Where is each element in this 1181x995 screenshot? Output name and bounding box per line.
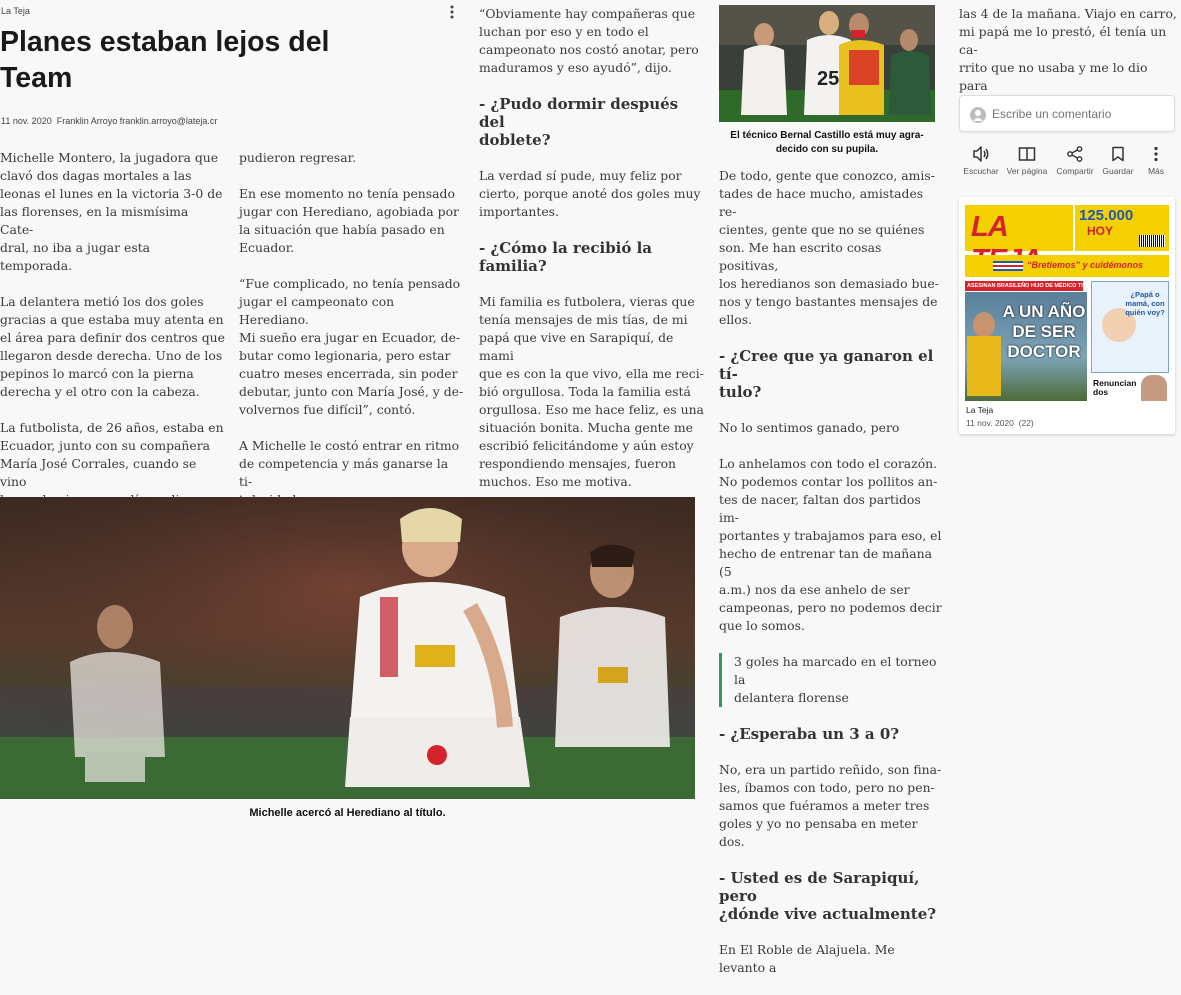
tool-label: Ver página xyxy=(1006,166,1048,176)
main-photo-caption: Michelle acercó al Herediano al título. xyxy=(249,807,446,819)
cover-promo-sub: HOY xyxy=(1087,224,1114,238)
article-menu-button[interactable] xyxy=(445,4,459,20)
main-photo xyxy=(0,497,695,799)
article-column-4 xyxy=(719,167,944,995)
article-column-3 xyxy=(479,5,704,581)
paragraph: La futbolista, de 26 años, estaba en Ecuador, junto con su compañera María José Corrales, cuando se vino xyxy=(0,420,224,489)
article-author: Franklin Arroyo franklin.arroyo@lateja.cr xyxy=(56,116,218,126)
barcode-icon xyxy=(1139,235,1165,247)
paragraph: pudieron regresar. xyxy=(239,150,357,165)
cover-masthead-box xyxy=(965,205,1073,251)
interview-question: - ¿Cree que ya ganaron el tí- tulo? xyxy=(719,347,934,401)
cover-masthead: LA xyxy=(971,211,1007,243)
tool-label: Guardar xyxy=(1102,166,1134,176)
edition-meta xyxy=(966,418,1034,428)
article-title: Planes estaban lejos del Team xyxy=(0,26,330,94)
edition-card[interactable] xyxy=(959,197,1175,434)
cover-top-tag: ASESINAN BRASILEÑO HIJO DE MÉDICO TICO xyxy=(967,283,1092,289)
pull-quote xyxy=(719,653,944,707)
section-label: La Teja xyxy=(1,6,30,16)
cover-side-bottom-text: Renuncian dos xyxy=(1093,378,1137,397)
cover-strip-text: “Bretiemos” y cuidémonos xyxy=(1027,260,1144,270)
paragraph: No, era un partido reñido, son fina- les, íbamos con todo, pero no pen- samos que fuéramos a meter tres goles y yo no pensaba en meter dos. xyxy=(719,762,942,849)
interview-question: - ¿Pudo dormir después del doblete? xyxy=(479,95,679,149)
tool-label: Escuchar xyxy=(963,166,999,176)
more-button[interactable] xyxy=(1131,146,1181,176)
coach-photo xyxy=(719,5,935,122)
book-open-icon xyxy=(1018,146,1036,162)
article-column-2 xyxy=(239,149,464,527)
view-page-button[interactable] xyxy=(1002,146,1052,176)
edition-cover[interactable] xyxy=(965,203,1169,401)
paragraph: La delantera metió los dos goles gracias a que estaba muy atenta en el área para definir dos centros que llegaron desde derecha. Uno de los pepinos lo marcó con la pierna derecha y el otro con la cabeza. xyxy=(0,294,225,399)
paragraph: “Obviamente hay compañeras que luchan por eso y en todo el campeonato nos costó anotar, pero maduramos y eso ayudó”, dijo. xyxy=(479,6,699,75)
article-date: 11 nov. 2020 xyxy=(1,116,52,126)
interview-question: - Usted es de Sarapiquí, pero ¿dónde vive actualmente? xyxy=(719,869,937,923)
cover-main-headline: A UN AÑO DE SER DOCTOR xyxy=(1002,302,1086,361)
more-vertical-icon xyxy=(1147,146,1165,162)
edition-page-count: (22) xyxy=(1018,418,1034,428)
paragraph: Lo anhelamos con todo el corazón. No podemos contar los pollitos an- tes de nacer, faltan dos partidos im- portantes y trabajamos para eso, el hecho de entrenar tan de mañana (5 a.m.) nos da ese anhelo de ser campeonas, pero no podemos decir que lo somos. xyxy=(719,456,942,633)
tool-label: Compartir xyxy=(1056,166,1094,176)
tool-label: Más xyxy=(1147,166,1165,176)
paragraph: Mi familia es futbolera, vieras que tenía mensajes de mis tías, de mi papá que vive en Sarapiquí, de mami que es con la que vivo, ella me reci- bió orgullosa. Toda la familia está orgullosa. Eso me hace feliz, es una situación bonita. Mucha gente me escribió felicitándome y aún estoy respondiendo mensajes, fueron muchos. Eso me motiva. xyxy=(479,294,704,489)
cover-side-bottom xyxy=(1091,375,1169,401)
comment-box[interactable] xyxy=(959,95,1175,132)
cover-person xyxy=(973,312,995,338)
bookmark-icon xyxy=(1109,146,1127,162)
user-avatar-icon xyxy=(970,107,986,123)
cover-main-photo xyxy=(965,292,1087,401)
share-icon xyxy=(1066,146,1084,162)
edition-publisher: La Teja xyxy=(966,405,994,415)
cover-side-question: ¿Papá o mamá, con quién voy? xyxy=(1125,290,1165,317)
cover-woman xyxy=(1141,375,1167,401)
cover-promo-amount: 125.000 xyxy=(1079,207,1134,224)
cover-promo xyxy=(1075,205,1169,251)
flag-icon xyxy=(993,261,1023,271)
coach-photo-caption: El técnico Bernal Castillo está muy agra- decido con su pupila. xyxy=(730,130,924,155)
comment-input[interactable] xyxy=(992,105,1168,123)
cover-person-shirt xyxy=(967,336,1001,396)
paragraph: De todo, gente que conozco, amis- tades de hace mucho, amistades re- cientes, gente que no se quiénes son. Me han escrito cosas positivas, los heredianos son demasiado bue- nos y tengo bastantes mensajes de ellos. xyxy=(719,168,939,327)
paragraph: “Fue complicado, no tenía pensado jugar el campeonato con Herediano. Mi sueño era jugar en Ecuador, de- butar como legionaria, pero estar cuatro meses encerrada, sin poder debutar, junto con María José, y de- volvernos fue difícil”, contó. xyxy=(239,276,464,417)
edition-date: 11 nov. 2020 xyxy=(966,418,1014,428)
byline xyxy=(1,116,217,126)
paragraph: En El Roble de Alajuela. Me levanto a xyxy=(719,942,895,975)
paragraph: Michelle Montero, la jugadora que clavó dos dagas mortales a las leonas el lunes en la victoria 3-0 de las florenses, en la mismísima Cate- dral, no iba a jugar esta temporada. xyxy=(0,150,223,273)
paragraph: En ese momento no tenía pensado jugar con Herediano, agobiada por la situación que había pasado en Ecuador. xyxy=(239,186,459,255)
paragraph: las 4 de la mañana. Viajo en carro, mi papá me lo prestó, él tenía un ca- rrito que no usaba y me lo dio para xyxy=(959,6,1177,93)
interview-question: - ¿Cómo la recibió la familia? xyxy=(479,239,653,275)
pull-quote-text: 3 goles ha marcado en el torneo la delantera florense xyxy=(734,654,937,705)
paragraph: La verdad sí pude, muy feliz por cierto, porque anoté dos goles muy importantes. xyxy=(479,168,701,219)
speaker-icon xyxy=(972,146,990,162)
more-vertical-icon xyxy=(445,4,459,20)
paragraph: A Michelle le costó entrar en ritmo de competencia y más ganarse la ti- xyxy=(239,438,460,489)
cover-side-box xyxy=(1091,281,1169,373)
svg-text:25: 25 xyxy=(817,68,840,90)
cover-strip xyxy=(965,255,1169,277)
listen-button[interactable] xyxy=(956,146,1006,176)
interview-question: - ¿Esperaba un 3 a 0? xyxy=(719,725,900,743)
paragraph: No lo sentimos ganado, pero xyxy=(719,420,900,435)
